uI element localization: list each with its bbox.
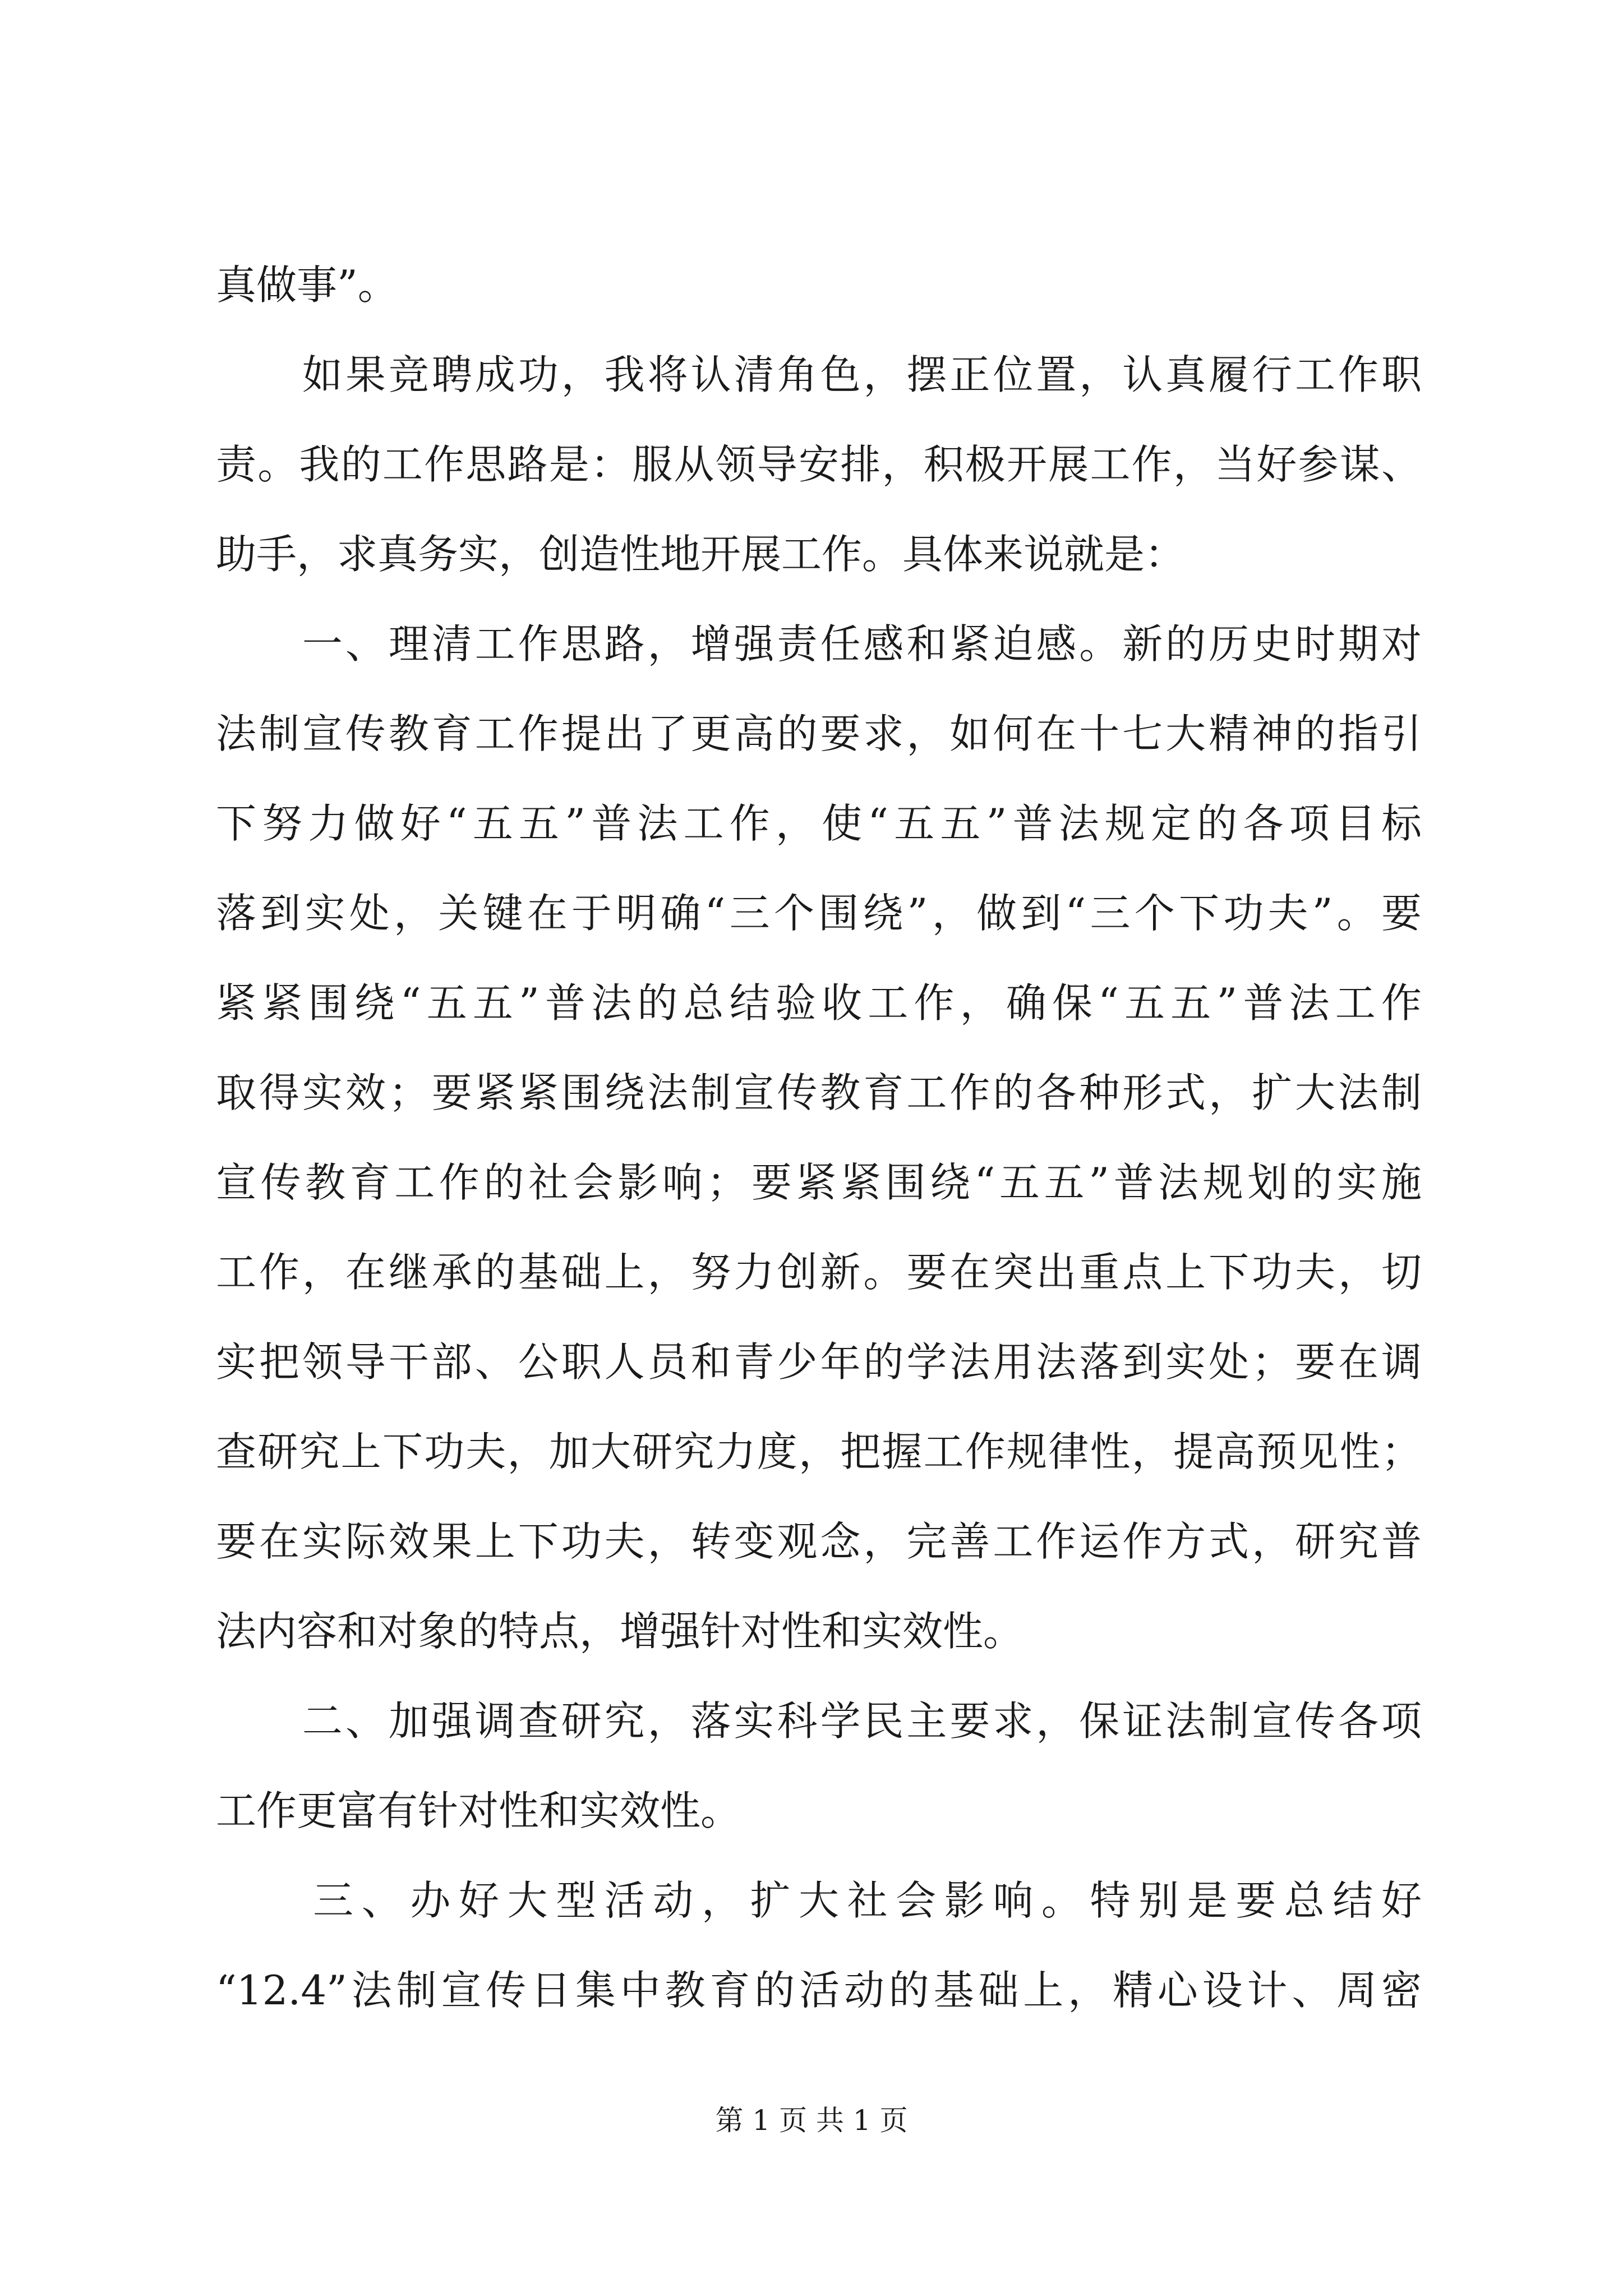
text-line: 工作，在继承的基础上，努力创新。要在突出重点上下功夫，切 [216, 1249, 1422, 1296]
text-line: 助手，求真务实，创造性地开展工作。具体来说就是： [216, 531, 1186, 578]
document-body [216, 240, 1422, 2035]
text-line: 落到实处，关键在于明确“三个围绕”，做到“三个下功夫”。要 [216, 890, 1422, 937]
page-footer: 第 1 页 共 1 页 [715, 2104, 908, 2137]
text-line: 真做事”。 [216, 261, 398, 309]
text-line: 查研究上下功夫，加大研究力度，把握工作规律性，提高预见性； [216, 1428, 1422, 1475]
text-line: “12.4”法制宣传日集中教育的活动的基础上，精心设计、周密 [216, 1967, 1422, 2014]
text-line: 法制宣传教育工作提出了更高的要求，如何在十七大精神的指引 [216, 710, 1422, 757]
text-line: 宣传教育工作的社会影响；要紧紧围绕“五五”普法规划的实施 [216, 1159, 1422, 1206]
text-line: 二、加强调查研究，落实科学民主要求，保证法制宣传各项 [216, 1697, 1422, 1745]
text-line: 下努力做好“五五”普法工作，使“五五”普法规定的各项目标 [216, 800, 1422, 847]
text-line: 要在实际效果上下功夫，转变观念，完善工作运作方式，研究普 [216, 1518, 1422, 1565]
text-line: 实把领导干部、公职人员和青少年的学法用法落到实处；要在调 [216, 1338, 1422, 1386]
text-line: 工作更富有针对性和实效性。 [216, 1787, 741, 1834]
text-line: 三、办好大型活动，扩大社会影响。特别是要总结好 [216, 1877, 1422, 1924]
text-line: 如果竞聘成功，我将认清角色，摆正位置，认真履行工作职 [216, 351, 1422, 398]
text-line: 法内容和对象的特点，增强针对性和实效性。 [216, 1608, 1024, 1655]
text-line: 一、理清工作思路，增强责任感和紧迫感。新的历史时期对 [216, 620, 1422, 668]
text-line: 紧紧围绕“五五”普法的总结验收工作，确保“五五”普法工作 [216, 979, 1422, 1027]
text-line: 取得实效；要紧紧围绕法制宣传教育工作的各种形式，扩大法制 [216, 1069, 1422, 1116]
text-line: 责。我的工作思路是：服从领导安排，积极开展工作，当好参谋、 [216, 441, 1422, 488]
